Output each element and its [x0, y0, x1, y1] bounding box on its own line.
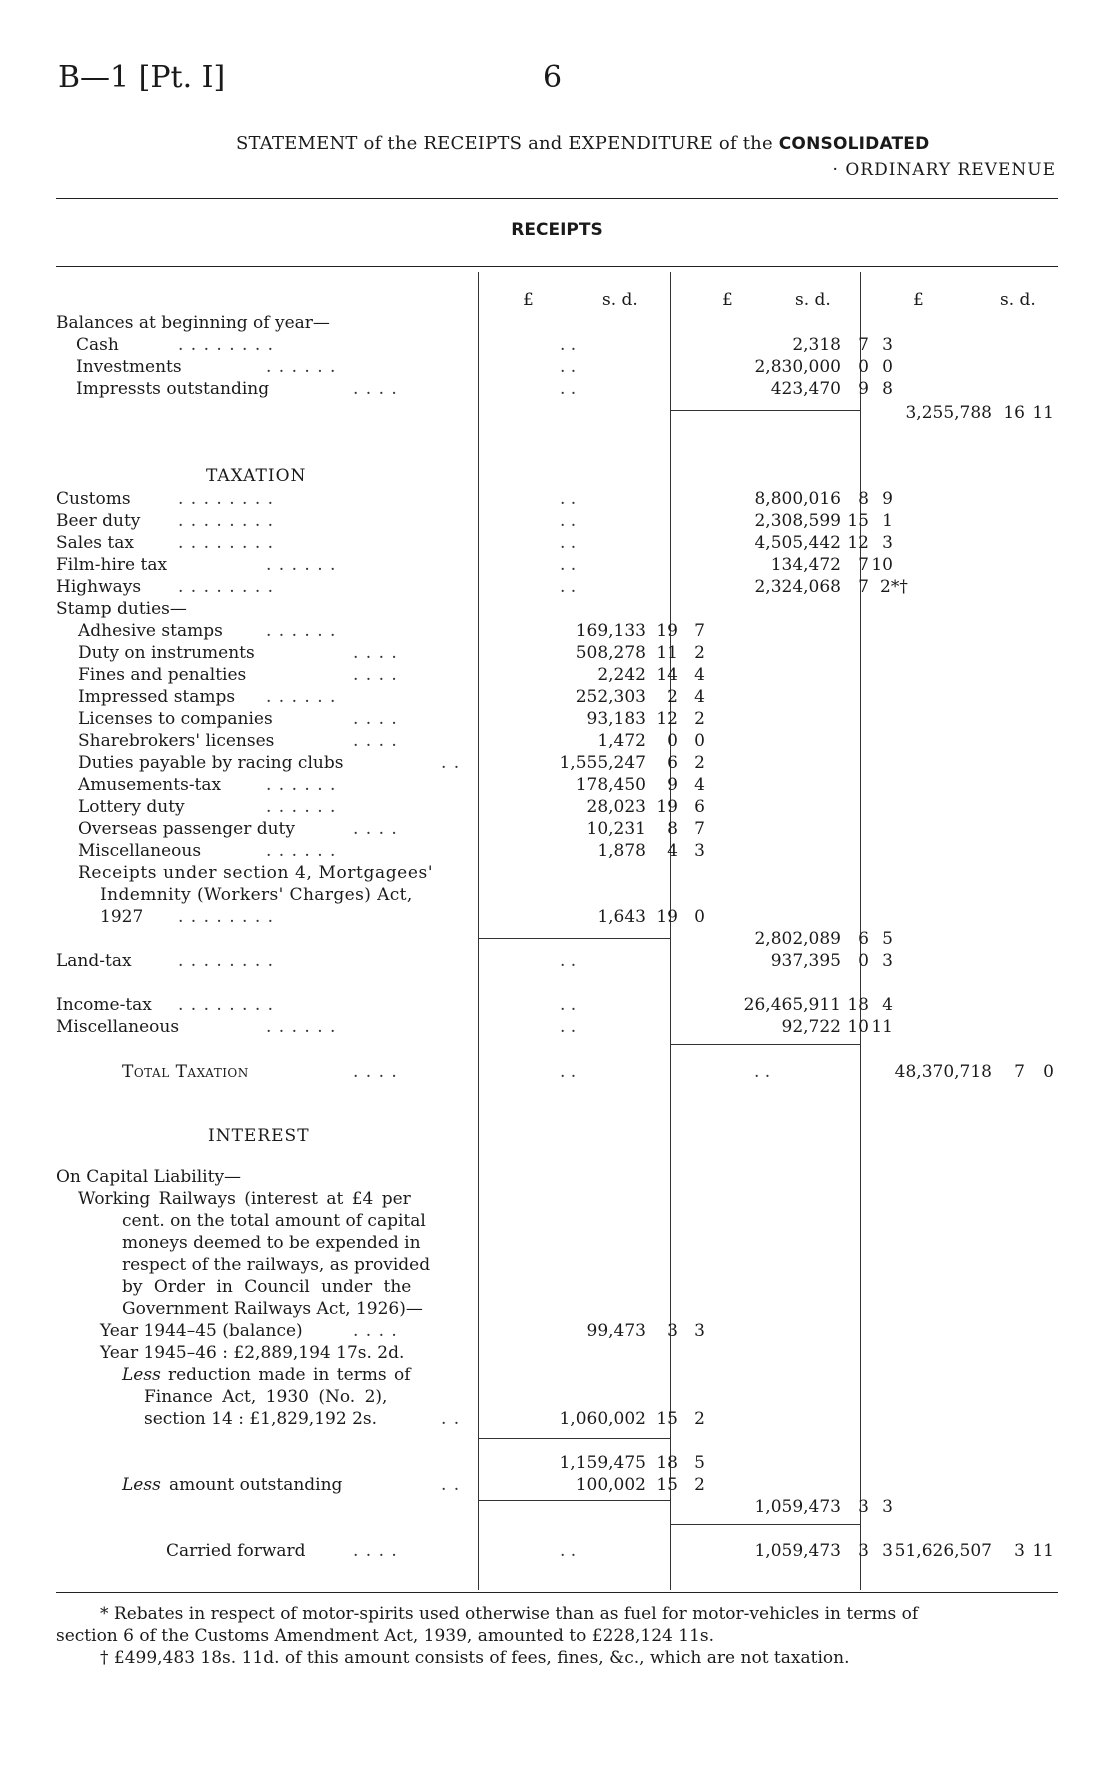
leader-dots: . . . . . . . . [178, 907, 275, 927]
leader-dots: . . . . [353, 379, 398, 399]
row-label: Customs [56, 489, 131, 509]
amount-pence: 11 [871, 1017, 893, 1037]
col2-pound-header: £ [722, 290, 733, 310]
statement-subtitle: · ORDINARY REVENUE [832, 160, 1056, 180]
amount-pounds: 99,473 [586, 1321, 646, 1341]
amount-pence: 0 [882, 357, 893, 377]
mortgagees-line [56, 884, 1056, 906]
row-label: respect of the railways, as provided [122, 1255, 431, 1275]
amount-shillings: 19 [656, 797, 678, 817]
interest-row [56, 1320, 1056, 1342]
row-label: Miscellaneous [78, 841, 202, 861]
row-label: Licenses to companies [78, 709, 273, 729]
amount-shillings: 9 [858, 379, 869, 399]
row-label: Overseas passenger duty [78, 819, 295, 839]
leader-dots: . . . . [353, 709, 398, 729]
stamp-row [56, 708, 1056, 730]
interest-row [56, 1474, 1056, 1496]
leader-dots: . . . . . . . . [178, 577, 275, 597]
empty-cell-dots: . . [560, 533, 577, 553]
leader-dots: . . . . [353, 643, 398, 663]
row-label: Highways [56, 577, 142, 597]
amount-pounds: 423,470 [770, 379, 841, 399]
total-pence: 0 [1043, 1062, 1054, 1082]
row-label: Film-hire tax [56, 555, 168, 575]
tax-row [56, 488, 1056, 510]
amount-pence: 2 [694, 1475, 705, 1495]
amount-pence: 2 [694, 1409, 705, 1429]
amount-shillings: 19 [656, 621, 678, 641]
row-label: Finance Act, 1930 (No. 2), [144, 1387, 388, 1407]
amount-pounds: 2,324,068 [754, 577, 841, 597]
amount-shillings: 2 [667, 687, 678, 707]
leader-dots: . . . . . . [266, 687, 337, 707]
tax-row [56, 532, 1056, 554]
row-label: Duties payable by racing clubs [78, 753, 344, 773]
document-series: B—1 [Pt. I] [58, 60, 226, 95]
amount-pence: 1 [882, 511, 893, 531]
stamp-row [56, 686, 1056, 708]
row-label: cent. on the total amount of capital [122, 1211, 426, 1231]
interest-row [56, 1342, 1056, 1364]
table-top-rule [56, 266, 1058, 267]
stamp-row [56, 840, 1056, 862]
total-pence: 11 [1032, 1541, 1054, 1561]
carried-forward-rule [670, 1524, 860, 1525]
leader-dots: . . . . . . . . [178, 995, 275, 1015]
amount-pence: 6 [694, 797, 705, 817]
working-railways-line [56, 1210, 1056, 1232]
amount-pence: 3 [694, 841, 705, 861]
amount-pounds: 1,059,473 [754, 1541, 841, 1561]
row-label: Sales tax [56, 533, 134, 553]
working-railways-line [56, 1232, 1056, 1254]
amount-pence: 3 [882, 533, 893, 553]
stamp-row [56, 664, 1056, 686]
tax-row [56, 510, 1056, 532]
row-label: Year 1945–46 : £2,889,194 17s. 2d. [100, 1343, 405, 1363]
amount-shillings: 0 [858, 951, 869, 971]
working-railways-line [56, 1298, 1056, 1320]
taxation-subtotal-rule [670, 1044, 860, 1045]
row-label: Sharebrokers' licenses [78, 731, 275, 751]
stamp-row [56, 818, 1056, 840]
leader-dots: . . . . . . [266, 775, 337, 795]
col2-sd-header: s. d. [795, 290, 831, 310]
leader-dots: . . . . . . [266, 797, 337, 817]
section-heading-receipts: RECEIPTS [511, 220, 603, 240]
row-label: Lottery duty [78, 797, 185, 817]
row-label: Receipts under section 4, Mortgagees' [78, 863, 434, 883]
empty-cell-dots: . . [560, 335, 577, 355]
amount-shillings: 11 [656, 643, 678, 663]
amount-pounds: 1,643 [597, 907, 646, 927]
amount-pence: 5 [882, 929, 893, 949]
amount-pounds: 937,395 [770, 951, 841, 971]
amount-pounds: 1,060,002 [559, 1409, 646, 1429]
row-label: 1927 [100, 907, 144, 927]
empty-cell-dots: . . [560, 379, 577, 399]
row-label: by Order in Council under the [122, 1277, 412, 1297]
amount-pounds: 134,472 [770, 555, 841, 575]
amount-pounds: 92,722 [781, 1017, 841, 1037]
row-label: Impressed stamps [78, 687, 236, 707]
leader-dots: . . . . . . . . [178, 511, 275, 531]
total-pounds: 51,626,507 [894, 1541, 992, 1561]
amount-shillings: 6 [667, 753, 678, 773]
balance-row [56, 378, 1056, 400]
amount-pounds: 178,450 [575, 775, 646, 795]
stamp-row [56, 774, 1056, 796]
amount-pence: 2 [694, 709, 705, 729]
amount-pence: 4 [882, 995, 893, 1015]
amount-shillings: 15 [656, 1475, 678, 1495]
interest-heading: INTEREST [208, 1126, 310, 1146]
title-rule [56, 198, 1058, 199]
empty-cell-dots: . . [560, 1062, 577, 1082]
amount-pounds: 93,183 [586, 709, 646, 729]
less-label: Less [122, 1475, 161, 1495]
empty-cell-dots: . . [560, 577, 577, 597]
row-label: Adhesive stamps [78, 621, 223, 641]
col3-sd-header: s. d. [1000, 290, 1036, 310]
leader-dots: . . . . . . . . [178, 533, 275, 553]
amount-pence: 0 [694, 731, 705, 751]
interest-subtotal-row [56, 1452, 1056, 1474]
total-taxation-label: Total Taxation [122, 1062, 249, 1082]
total-pence: 11 [1032, 403, 1054, 423]
amount-shillings: 14 [656, 665, 678, 685]
stamp-row [56, 730, 1056, 752]
amount-pounds: 1,555,247 [559, 753, 646, 773]
mortgagees-line [56, 862, 1056, 884]
row-label: Income-tax [56, 995, 152, 1015]
stamp-row [56, 642, 1056, 664]
col1-pound-header: £ [523, 290, 534, 310]
interest-row [56, 1364, 1056, 1386]
stamp-duties-heading-row [56, 598, 1056, 620]
amount-pounds: 1,878 [597, 841, 646, 861]
row-label: Land-tax [56, 951, 132, 971]
row-label: Working Railways (interest at £4 per [78, 1189, 411, 1209]
amount-pounds: 8,800,016 [754, 489, 841, 509]
amount-pence: 4 [694, 687, 705, 707]
row-label: reduction made in terms of [168, 1365, 411, 1385]
row-label: amount outstanding [169, 1475, 343, 1495]
empty-cell-dots: . . [560, 995, 577, 1015]
working-railways-line [56, 1254, 1056, 1276]
amount-shillings: 7 [858, 577, 869, 597]
amount-shillings: 3 [667, 1321, 678, 1341]
row-label: Year 1944–45 (balance) [100, 1321, 303, 1341]
amount-pounds: 252,303 [575, 687, 646, 707]
amount-pence: 3 [694, 1321, 705, 1341]
working-railways-line [56, 1276, 1056, 1298]
footnote-asterisk-continued: section 6 of the Customs Amendment Act, 1939, amounted to £228,124 11s. [56, 1626, 715, 1646]
amount-shillings: 7 [858, 335, 869, 355]
footnote-asterisk: * Rebates in respect of motor-spirits used otherwise than as fuel for motor-vehicles in terms of [100, 1604, 919, 1624]
amount-shillings: 19 [656, 907, 678, 927]
leader-dots: . . . . [353, 731, 398, 751]
amount-pence: 2 [694, 643, 705, 663]
interest-net-row [56, 1496, 1056, 1518]
amount-shillings: 12 [847, 533, 869, 553]
row-label: Indemnity (Workers' Charges) Act, [100, 885, 413, 905]
amount-pounds: 1,472 [597, 731, 646, 751]
page-number: 6 [543, 60, 563, 95]
empty-cell-dots: . . [754, 1062, 771, 1082]
amount-shillings: 18 [656, 1453, 678, 1473]
amount-pence: 4 [694, 775, 705, 795]
row-label: Fines and penalties [78, 665, 247, 685]
col1-sd-header: s. d. [602, 290, 638, 310]
amount-pence: 2 [694, 753, 705, 773]
amount-pence: 4 [694, 665, 705, 685]
row-label: Government Railways Act, 1926)— [122, 1299, 423, 1319]
amount-shillings: 12 [656, 709, 678, 729]
stamp-row [56, 752, 1056, 774]
capital-liability-heading-row [56, 1166, 1056, 1188]
balances-total-row [56, 402, 1056, 424]
amount-pounds: 100,002 [575, 1475, 646, 1495]
row-label: Duty on instruments [78, 643, 255, 663]
statement-title-bold: CONSOLIDATED [778, 134, 930, 154]
amount-pounds: 2,802,089 [754, 929, 841, 949]
amount-pounds: 26,465,911 [743, 995, 841, 1015]
leader-dots: . . . . . . [266, 1017, 337, 1037]
amount-shillings: 0 [858, 357, 869, 377]
total-shillings: 16 [1003, 403, 1025, 423]
amount-shillings: 3 [858, 1497, 869, 1517]
leader-dots: . . . . [353, 665, 398, 685]
amount-pounds: 169,133 [575, 621, 646, 641]
leader-dots: . . . . . . . . [178, 335, 275, 355]
working-railways-line [56, 1188, 1056, 1210]
amount-shillings: 15 [656, 1409, 678, 1429]
total-pounds: 48,370,718 [894, 1062, 992, 1082]
leader-dots: . . . . . . . . [178, 951, 275, 971]
leader-dots: . . . . . . [266, 357, 337, 377]
carried-forward-row [56, 1540, 1056, 1562]
empty-cell-dots: . . [560, 555, 577, 575]
less-label: Less [122, 1365, 161, 1385]
balance-row [56, 356, 1056, 378]
amount-shillings: 4 [667, 841, 678, 861]
mortgagees-line [56, 906, 1056, 928]
amount-shillings: 0 [667, 731, 678, 751]
leader-dots: . . [441, 1475, 461, 1495]
amount-pounds: 2,830,000 [754, 357, 841, 377]
balance-row [56, 334, 1056, 356]
row-label: Amusements-tax [78, 775, 222, 795]
amount-shillings: 3 [858, 1541, 869, 1561]
amount-pence: 7 [694, 621, 705, 641]
amount-pounds: 10,231 [586, 819, 646, 839]
balances-heading-row [56, 312, 1056, 334]
amount-pounds: 4,505,442 [754, 533, 841, 553]
amount-shillings: 9 [667, 775, 678, 795]
leader-dots: . . [441, 753, 461, 773]
empty-cell-dots: . . [560, 489, 577, 509]
amount-pounds: 1,059,473 [754, 1497, 841, 1517]
carried-forward-label: Carried forward [166, 1541, 306, 1561]
row-label: moneys deemed to be expended in [122, 1233, 421, 1253]
amount-pence: 8 [882, 379, 893, 399]
total-taxation-row [56, 1061, 1056, 1083]
amount-shillings: 18 [847, 995, 869, 1015]
tax-row [56, 576, 1056, 598]
stamp-row [56, 796, 1056, 818]
leader-dots: . . . . [353, 1062, 398, 1082]
row-label: Investments [76, 357, 182, 377]
capital-liability-heading: On Capital Liability— [56, 1167, 242, 1187]
footnote-dagger: † £499,483 18s. 11d. of this amount consists of fees, fines, &c., which are not taxation. [100, 1648, 850, 1668]
amount-pounds: 28,023 [586, 797, 646, 817]
amount-shillings: 15 [847, 511, 869, 531]
empty-cell-dots: . . [560, 357, 577, 377]
amount-pounds: 2,242 [597, 665, 646, 685]
amount-pence: 3 [882, 335, 893, 355]
col3-pound-header: £ [913, 290, 924, 310]
row-label: Beer duty [56, 511, 141, 531]
leader-dots: . . . . . . [266, 621, 337, 641]
empty-cell-dots: . . [560, 951, 577, 971]
tax-row [56, 1016, 1056, 1038]
amount-pence: 3 [882, 951, 893, 971]
interest-subtotal-rule [478, 1438, 670, 1439]
empty-cell-dots: . . [560, 511, 577, 531]
row-label: Miscellaneous [56, 1017, 180, 1037]
amount-pence-footnoted: 2*† [880, 577, 908, 597]
amount-pence: 3 [882, 1541, 893, 1561]
amount-pence: 10 [871, 555, 893, 575]
amount-pounds: 2,318 [792, 335, 841, 355]
empty-cell-dots: . . [560, 1017, 577, 1037]
footnote-rule [56, 1592, 1058, 1593]
leader-dots: . . . . [353, 1541, 398, 1561]
statement-title [236, 133, 929, 154]
amount-pence: 7 [694, 819, 705, 839]
amount-pounds: 2,308,599 [754, 511, 841, 531]
interest-row [56, 1408, 1056, 1430]
stamp-duties-heading: Stamp duties— [56, 599, 187, 619]
amount-pence: 3 [882, 1497, 893, 1517]
total-shillings: 3 [1014, 1541, 1025, 1561]
row-label: Impressts outstanding [76, 379, 270, 399]
taxation-heading: TAXATION [206, 466, 307, 486]
interest-row [56, 1386, 1056, 1408]
row-label: Cash [76, 335, 119, 355]
leader-dots: . . . . . . [266, 555, 337, 575]
leader-dots: . . . . [353, 819, 398, 839]
amount-shillings: 7 [858, 555, 869, 575]
amount-pounds: 1,159,475 [559, 1453, 646, 1473]
tax-row [56, 994, 1056, 1016]
leader-dots: . . [441, 1409, 461, 1429]
total-shillings: 7 [1014, 1062, 1025, 1082]
leader-dots: . . . . . . [266, 841, 337, 861]
amount-shillings: 8 [667, 819, 678, 839]
balances-heading: Balances at beginning of year— [56, 313, 330, 333]
tax-row [56, 950, 1056, 972]
stamp-duties-total-row [56, 928, 1056, 950]
amount-pence: 5 [694, 1453, 705, 1473]
statement-title-prefix: STATEMENT of the RECEIPTS and EXPENDITURE of the [236, 133, 773, 154]
leader-dots: . . . . . . . . [178, 489, 275, 509]
empty-cell-dots: . . [560, 1541, 577, 1561]
amount-shillings: 6 [858, 929, 869, 949]
row-label: section 14 : £1,829,192 2s. [144, 1409, 378, 1429]
amount-pounds: 508,278 [575, 643, 646, 663]
amount-pence: 0 [694, 907, 705, 927]
amount-shillings: 8 [858, 489, 869, 509]
total-pounds: 3,255,788 [905, 403, 992, 423]
stamp-row [56, 620, 1056, 642]
amount-pence: 9 [882, 489, 893, 509]
leader-dots: . . . . [353, 1321, 398, 1341]
tax-row [56, 554, 1056, 576]
amount-shillings: 10 [847, 1017, 869, 1037]
